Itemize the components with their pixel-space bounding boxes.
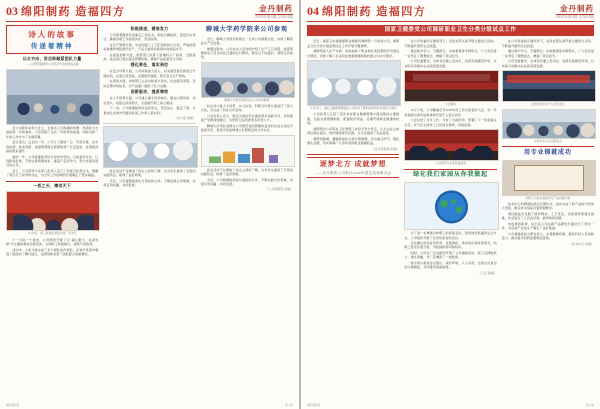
photo-outdoor-activity [6,191,100,231]
r-col3-body-2 [502,202,594,241]
right-page-columns [307,39,594,275]
masthead-date: 2020年第4期 总第24期 [255,14,293,19]
paragraph: 今后，公司将继续深化与高校的合作，不断拓展合作领域，实现互利共赢、共同发展。 [103,178,196,187]
r-col1-photo-caption: 11月12日，国家卫健委调研组在公司车间了解职业病防护设施运行情况 [309,107,397,111]
paragraph: 活动中，大家分组完成了多个团队协作项目，在欢声笑语中增进了彼此的了解与信任，也深刻体会到了团队配合的重要性。 [6,247,99,256]
paragraph: 校企双方就人才培养、实习实训、科研合作等方面进行了深入交流，并达成了初步合作意向。 [200,103,293,113]
paragraph: 为了进一步增强全体职工的环保意识，倡导绿色低碳的生活方式，公司组织开展了系列环保宣传活动。 [404,231,497,240]
title-plate [6,25,98,55]
col2-body-b [103,69,195,88]
paragraph: 公司负责人表示，愿意为高校学生提供更多实践平台，共同促进产学研深度融合，为医药行业培养更多优秀人才。 [200,113,293,123]
left-column-3 [201,25,293,258]
col2-sub-head-3: 创新驱动，提质增效 [130,90,169,95]
r-col2-top [404,39,496,68]
page-right [301,0,600,409]
paragraph: 近日，国家卫生健康委职业健康司调研组一行来到公司，就职业卫生分类分级监管试点工作开展专题调研。 [307,39,400,48]
paragraph: 在公司新年动员大会上，全体员工以饱满的热情、昂扬的斗志迎接新一年的到来。大会回顾了过去一年取得的成绩，同时对新一年的工作作出了全面部署。 [6,125,99,139]
r-col1-body-2 [307,112,399,145]
paragraph: 同时，公司在厂区内组织开展了义务植树活动，职工们挥锹培土、提水浇灌，为厂区增添了一抹新绿。 [404,251,497,260]
paragraph: 活动通过发放宣传资料、张贴海报、举办知识讲座等形式，向职工普及垃圾分类、节能减排等环保知识。 [404,241,497,250]
r-col3-signature: （技术中心 供稿） [569,241,594,246]
photo-visit-group [103,126,197,168]
paragraph: 公司党委要求，全体党员要立足岗位、发挥先锋模范作用，以实际行动推动企业高质量发展。 [501,59,594,68]
paragraph: 在公司党委的正确领导下，各党支部认真开展主题党日活动，不断提升组织生活质量。 [404,39,497,48]
paragraph: 参观过程中，公司技术人员详细介绍了生产工艺流程、质量管理体系以及自动化设备的运行情况，师生们不时提问，现场互动热烈。 [200,46,293,60]
paragraph: 公司紧紧围绕年度重点工作任务，细化分解指标，层层压实责任，确保各项工作落到实处、见到实效。 [103,32,196,42]
col1-sub-headline: 一抓之长，擦动天下 [33,184,72,189]
r-col3-caption-2: 全体与会人员合影留念 [533,139,562,143]
paragraph: 公司将继续加大研发投入，完善激励机制，激发科技人员创新活力，推动更多科研成果转化落地。 [501,231,594,241]
awards-subheadline: ——北方新药公司举行2020年度总结表彰大会 [314,171,392,176]
footer-left-text: 绵阳制药报 [6,404,20,407]
plate-line-1: 诗人的故事 [28,29,76,39]
divider [6,181,98,182]
awards-headline: 逐梦北方 成就梦想 [319,160,387,169]
left-column-2 [103,25,195,258]
col1-headline: 以水方向，用目标敲紧团队力量 [22,57,82,62]
paragraph: 12月下旬，公司隆重召开2020年度工作总结表彰大会，对一年来涌现出的先进集体和先进个人进行表彰。 [404,108,497,117]
paragraph: 在生产管理方面，车间加强了工艺纪律的执行力度，严格按照标准操作规程组织生产，产品合格率持续保持在较高水平。 [103,42,196,52]
paragraph: 会上，公司领导与各部门负责人签订了年度目标责任书，明确了责任分工和考核办法，为全年工作的顺利开展奠定了坚实基础。 [6,168,99,178]
r-col2-signature: （工会 供稿） [477,271,497,275]
paragraph: 会议指出，过去的一年，公司上下团结一心、攻坚克难，在市场拓展、技术创新、质量管理等方面都取得了长足进步，各项经济指标稳步提升。 [6,140,99,154]
paragraph: 调研组强调，要继续深化分类分级管理，突出重点环节，强化源头治理，切实保障广大劳动者的职业健康权益。 [307,136,400,146]
r-col1-signature: （安全环保部 供稿） [371,146,400,151]
masthead-right-group [255,5,293,19]
paragraph: 大会总结了全年工作，分析了当前形势，部署了下一年度重点任务，并号召全体员工以先进为榜样，再创佳绩。 [404,118,497,127]
photo-inspection [307,60,401,106]
divider [502,146,594,147]
photo-ceremony-2 [404,129,498,161]
paragraph: 该成果的取得，标志着公司在新产品研发方面迈出了坚实一步，为后续产业化生产奠定了良好基础。 [501,221,594,231]
paragraph: 近日，聊城大学药学院师生一行来公司参观交流，实地了解药品生产全过程。 [200,36,293,45]
paragraph: 新的一年，公司将继续坚持以市场为导向，以质量求生存，以创新谋发展，不断完善管理体系，提高产品竞争力，努力实现各项目标任务。 [6,154,99,168]
masthead-left-group [6,5,125,18]
r-col2-green-body [404,231,496,270]
masthead-right [307,5,594,22]
col3-body-3 [201,168,293,187]
paragraph: 在质量控制方面，质管部门完善了原辅料入厂检验、过程监控、成品放行等全链条管理机制，确保产品质量安全可控。 [103,52,196,62]
paragraph: 今后，公司将继续深化与高校的合作，不断拓展合作领域，实现互利共赢、共同发展。 [200,177,293,186]
paragraph: 此次活动不仅增进了校企之间的了解，也为学生提供了宝贵的实践机会，取得了良好效果。 [200,167,293,176]
photo-lab [201,135,295,167]
col2-tail [103,169,195,188]
photo-ceremony-3 [502,70,596,102]
col2-sub-head-2: 强化责任，落实到位 [130,63,169,68]
paragraph: 在营销方面，市场部门主动对接客户需求，优化服务流程，及时反馈市场信息，为产品推广提供了有力支撑。 [103,79,196,88]
masthead-right-group [556,5,594,19]
r-col3-caption-1: 受表彰的先进个人代表发言 [531,103,565,107]
paragraph: 公司负责人汇报了近年来在职业健康管理方面采取的主要措施，包括完善管理制度、配备防护用品、定期开展职业健康体检等。 [307,112,400,126]
r-col1-body [307,39,399,58]
col3-signature: （人力资源部 供稿） [265,187,293,192]
left-page-columns [6,25,293,258]
paragraph: 聊城大学带队老师对公司规范化的管理和良好的企业文化给予高度评价，希望今后能够建立长期稳定的合作关系。 [200,123,293,133]
paragraph: 项目组成员克服了原料筛选、工艺优化、设备调试等诸多困难，先后进行了上百次试验，最终取得突破。 [501,211,594,221]
right-column-2 [404,39,496,275]
masthead-left [6,5,293,22]
col1-sub-body [6,238,98,257]
paragraph: 此次活动不仅增进了校企之间的了解，也为学生提供了宝贵的实践机会，取得了良好效果。 [103,168,196,177]
paragraph: 在公司党委的正确领导下，各党支部认真开展主题党日活动，不断提升组织生活质量。 [501,39,594,48]
r-col2-caption-2: 公司领导为先进集体颁奖 [435,162,466,166]
page-number: 03 [6,4,18,18]
r-col3-headline-2: 用专业铸就成功 [524,150,572,157]
paragraph: 在安全环保方面，公司持续加大投入，对关键设备设施进行升级改造，完善应急预案，定期组织演练，筑牢安全生产防线。 [103,69,196,78]
photo-meeting [6,69,100,125]
masthead-brand: 金丹制药 [255,5,293,15]
r-col2-body [404,108,496,127]
page-left [0,0,299,409]
right-column-1 [307,39,399,275]
col3-photo-caption: 聊城大学药学院师生在公司车间参观 [224,98,270,102]
photo-university-visit [201,62,295,98]
col1-photo2-caption: 11月8日，职工素质拓展活动在厂区举行 [27,232,77,236]
photo-earth-poster [404,182,498,230]
masthead-brand: 金丹制药 [556,5,594,15]
paragraph: 十一月的一个周末，公司组织开展了以“凝心聚力、共谋发展”为主题的素质拓展活动，全体职工积极参与，现场气氛热烈。 [6,237,99,246]
footer-right-text: 第 4 版 [585,404,594,407]
awards-headline-box [307,157,399,178]
masthead-title: 绵阳制药 造福四方 [21,6,126,18]
col3-body-2 [201,104,293,133]
page-number: 04 [307,4,319,18]
col3-body [201,37,293,60]
paragraph: 在人才培养方面，公司建立健全培训体系，通过内部讲堂、岗位练兵、技能比武等形式，全面提升职工综合素质。 [103,96,196,105]
paragraph: 下一步，公司将继续保持良好势头，坚定信心、鼓足干劲，以更加扎实的作风推动各项工作再上新台阶。 [103,106,196,115]
paragraph: 调研组深入生产车间，实地查看了职业病危害因素防护设施运行情况，详细了解了企业职业健康管理制度的建立与执行情况。 [307,49,400,58]
right-column-3 [502,39,594,275]
r-col3-photo-caption: 科研人员在实验室进行产品检测分析 [525,196,571,200]
footer-left [6,403,293,407]
photo-ceremony-1 [404,70,498,102]
footer-right-text: 第 3 版 [284,404,293,407]
footer-left-text: 绵阳制药报 [307,404,321,407]
col1-body [6,126,98,178]
lead-banner-headline: 国家卫健委党公司调研职业卫生分类分级试点工作 [307,25,594,37]
green-headline: 绿化我们家园从你我做起 [413,172,488,179]
paragraph: 技术中心科研团队经过长期攻关，成功完成了新产品的中试放大试验，相关技术指标达到预期要求。 [501,202,594,211]
masthead-title: 绵阳制药 造福四方 [322,6,427,18]
col2-sub-head-1: 积极推进，精准发力 [130,26,169,31]
divider [307,154,399,155]
divider [404,169,496,170]
col1-photo-caption: ——记绵阳新制药公司年初大会的现场花絮 [25,63,79,67]
photo-ceremony-4 [502,109,596,139]
masthead-left-group [307,5,426,18]
r-col3-body [502,39,594,68]
col2-body-a [103,33,195,62]
left-column-1 [6,25,98,258]
plate-line-2: 传递着精神 [30,43,74,51]
paragraph: 公司党委要求，全体党员要立足岗位、发挥先锋模范作用，以实际行动推动企业高质量发展。 [404,59,497,68]
paragraph: 通过集中学习、专题研讨、实地参观等多种形式，广大党员进一步坚定了理想信念，增强了责任担当。 [501,49,594,58]
col2-signature: （办公室 供稿） [173,116,196,121]
masthead-date: 2020年第4期 总第24期 [556,14,594,19]
r-col2-caption-1: 大会现场 [444,103,457,107]
paragraph: 绿水青山就是金山银山。保护环境、人人有责，让我们从身边的小事做起，共同建设美丽家园。 [404,261,497,270]
paragraph: 调研组对公司职业卫生管理工作给予充分肯定，认为企业主体责任落实到位，防护措施规范有效，为行业提供了有益借鉴。 [307,126,400,136]
col2-body-c [103,96,195,115]
footer-right [307,403,594,407]
paragraph: 通过集中学习、专题研讨、实地参观等多种形式，广大党员进一步坚定了理想信念，增强了责任担当。 [404,49,497,58]
photo-certificate [502,160,596,196]
col3-headline: 聊城大学药学院来公司参观 [206,26,288,33]
